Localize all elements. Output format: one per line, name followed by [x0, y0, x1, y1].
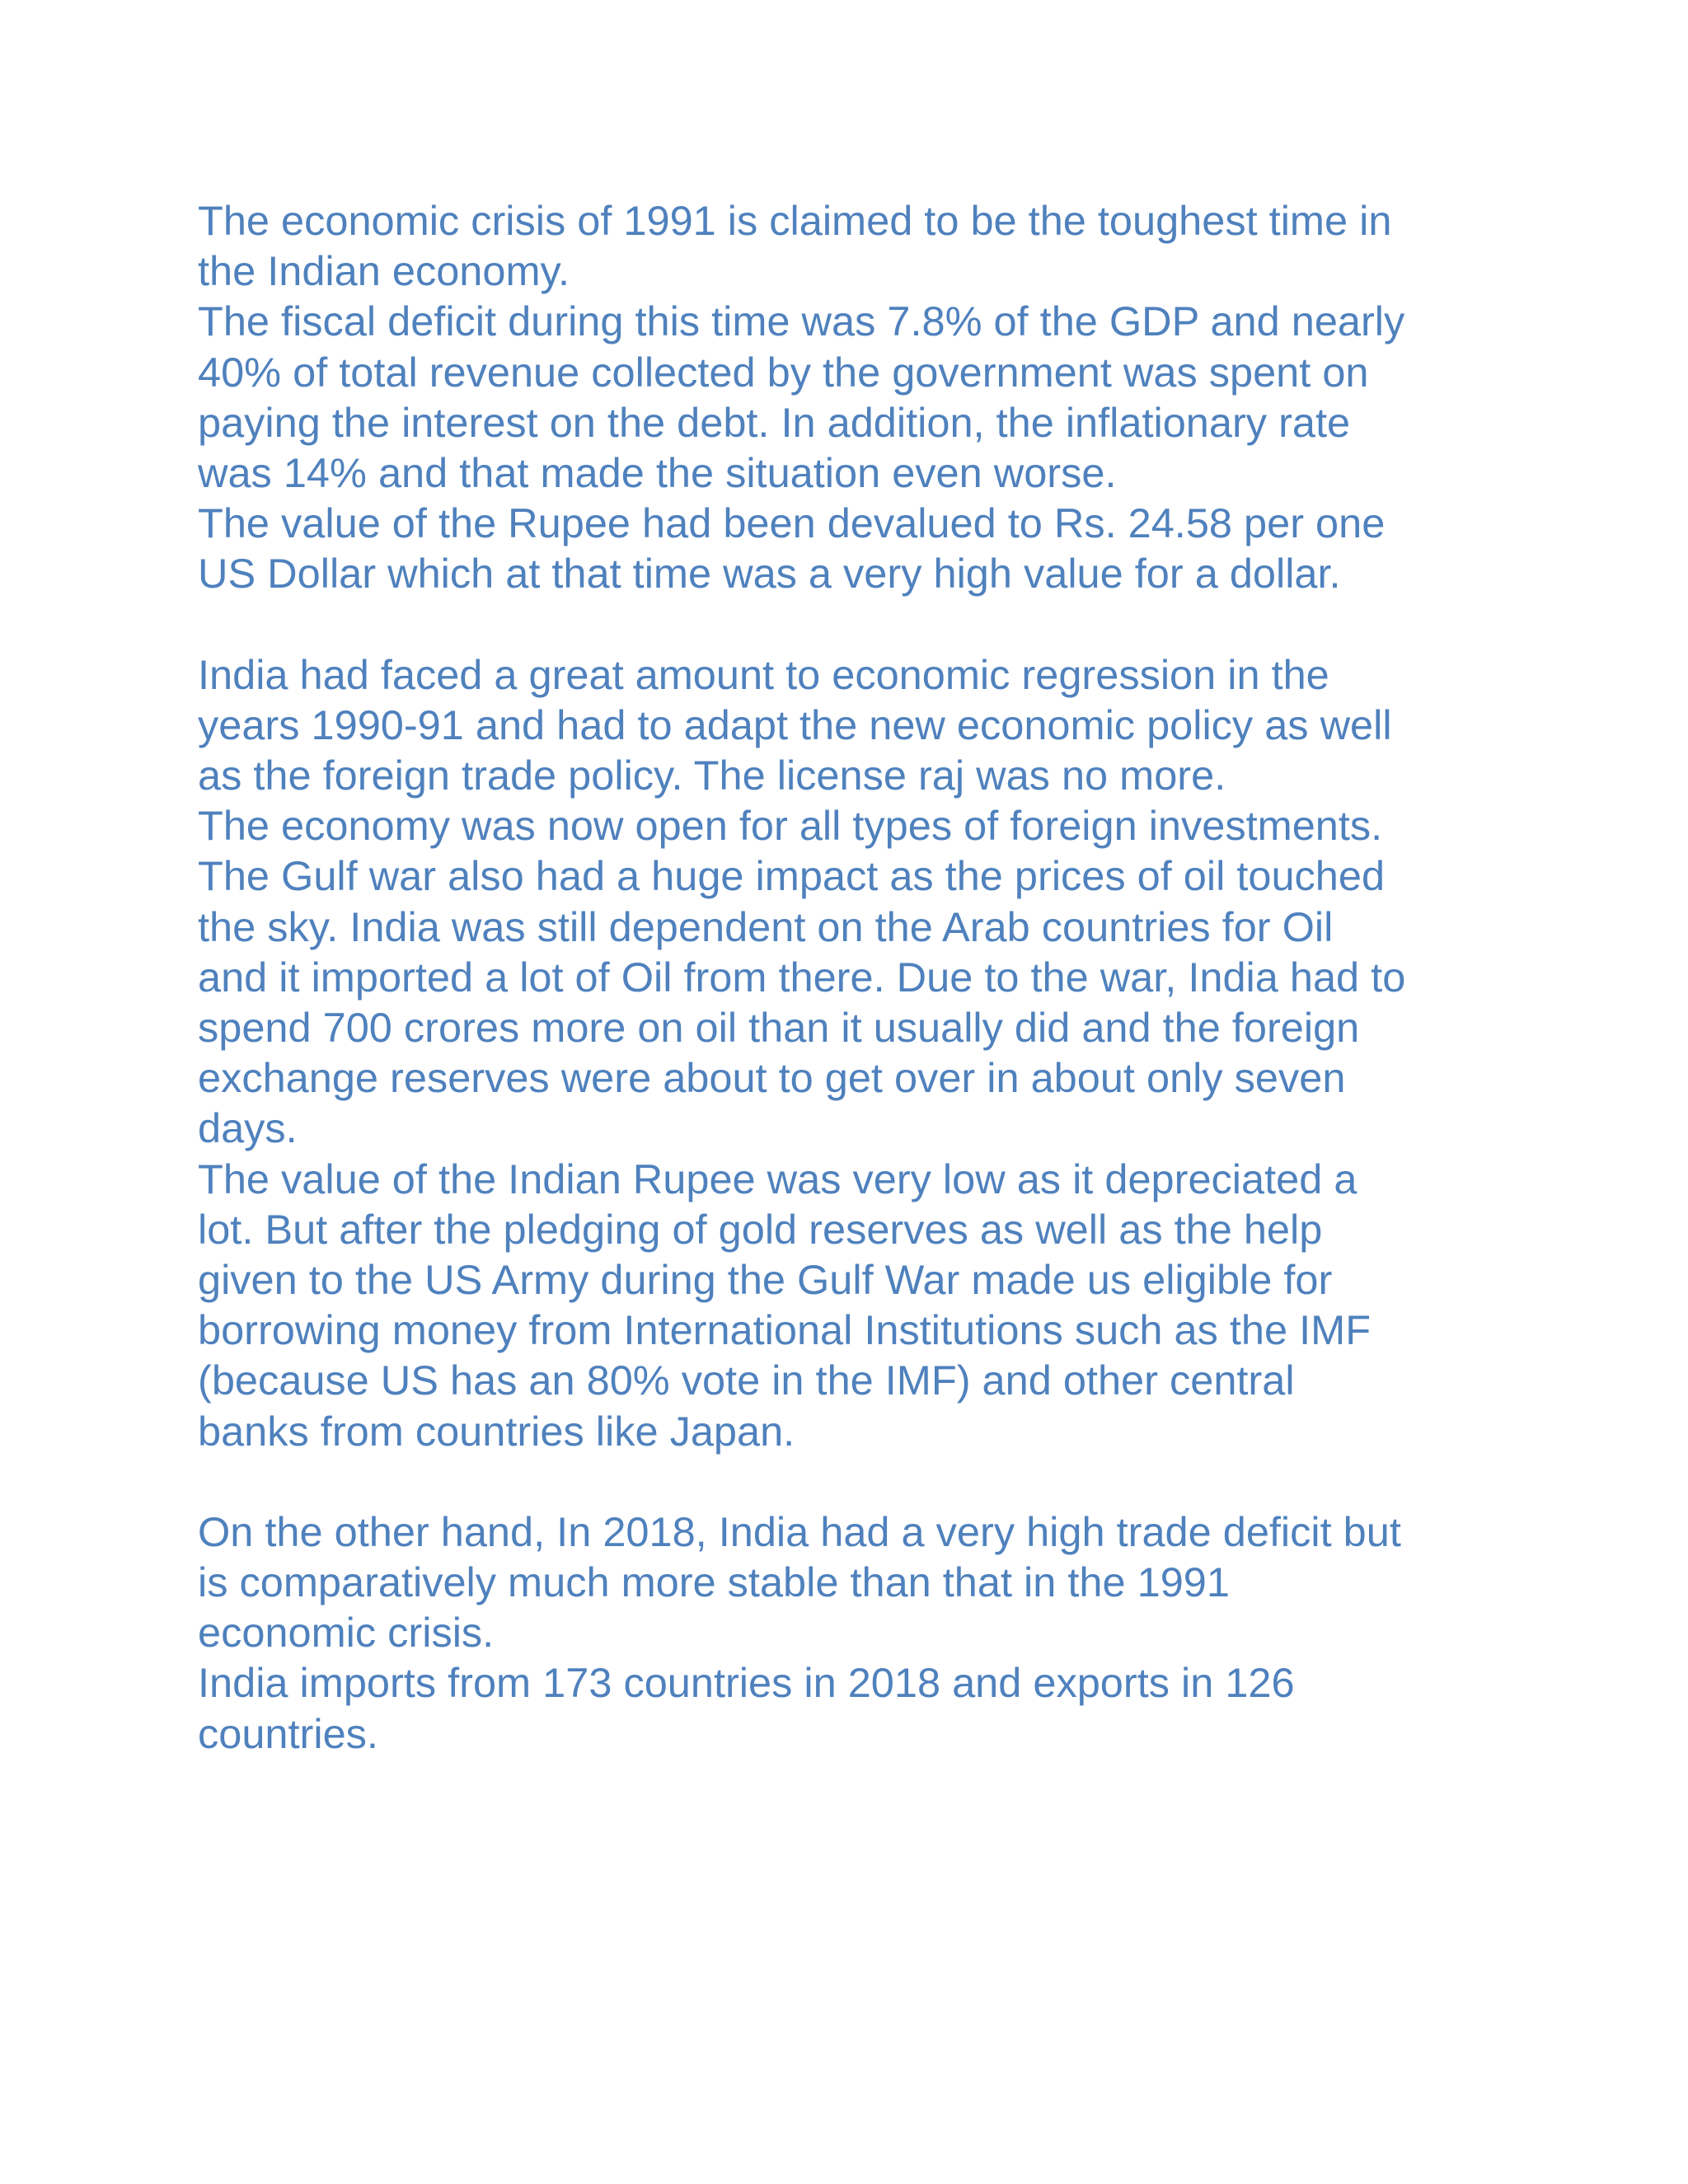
- body-text: [198, 195, 1517, 1759]
- text-line: spend 700 crores more on oil than it usually did and the foreign: [198, 1004, 1360, 1051]
- text-line: The value of the Indian Rupee was very low as it depreciated a: [198, 1155, 1357, 1202]
- paragraph-break: [198, 599, 1517, 649]
- text-line: (because US has an 80% vote in the IMF) and other central: [198, 1357, 1295, 1404]
- text-line: the sky. India was still dependent on the Arab countries for Oil: [198, 902, 1334, 950]
- text-line: The Gulf war also had a huge impact as the prices of oil touched: [198, 852, 1386, 900]
- text-line: lot. But after the pledging of gold reserves as well as the help: [198, 1205, 1323, 1253]
- text-line: The value of the Rupee had been devalued to Rs. 24.58 per one: [198, 499, 1386, 547]
- text-line: On the other hand, In 2018, India had a very high trade deficit but: [198, 1507, 1401, 1555]
- text-line: borrowing money from International Institutions such as the IMF: [198, 1306, 1372, 1354]
- text-line: India had faced a great amount to economic regression in the: [198, 650, 1329, 698]
- text-line: paying the interest on the debt. In addition, the inflationary rate: [198, 398, 1351, 446]
- text-line: was 14% and that made the situation even worse.: [198, 448, 1117, 496]
- text-line: countries.: [198, 1709, 378, 1757]
- text-line: The economy was now open for all types of foreign investments.: [198, 802, 1383, 850]
- text-line: exchange reserves were about to get over in about only seven: [198, 1054, 1346, 1102]
- text-line: years 1990-91 and had to adapt the new economic policy as well: [198, 701, 1392, 748]
- text-line: the Indian economy.: [198, 247, 570, 295]
- text-line: India imports from 173 countries in 2018 and exports in 126: [198, 1659, 1295, 1707]
- paragraph-break: [198, 1456, 1517, 1507]
- text-line: The fiscal deficit during this time was 7.8% of the GDP and nearly: [198, 298, 1405, 345]
- text-line: given to the US Army during the Gulf War made us eligible for: [198, 1255, 1333, 1303]
- text-line: economic crisis.: [198, 1609, 495, 1657]
- text-line: is comparatively much more stable than that in the 1991: [198, 1558, 1230, 1606]
- text-line: banks from countries like Japan.: [198, 1407, 795, 1455]
- text-line: US Dollar which at that time was a very high value for a dollar.: [198, 550, 1341, 598]
- text-line: 40% of total revenue collected by the government was spent on: [198, 348, 1369, 396]
- text-line: The economic crisis of 1991 is claimed to be the toughest time in: [198, 197, 1392, 244]
- text-line: and it imported a lot of Oil from there. Due to the war, India had to: [198, 953, 1406, 1001]
- text-line: days.: [198, 1104, 298, 1152]
- text-line: as the foreign trade policy. The license raj was no more.: [198, 752, 1226, 799]
